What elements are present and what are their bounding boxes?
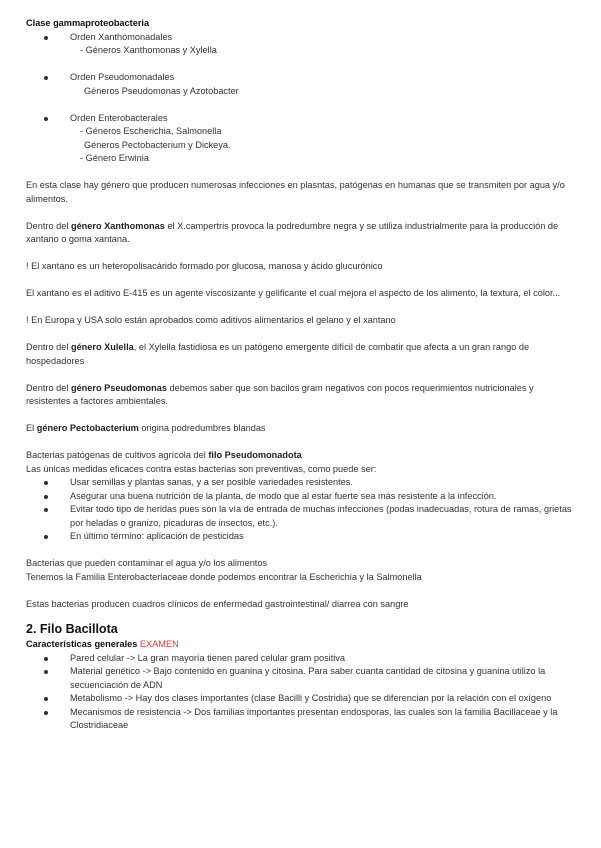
measures-list xyxy=(26,476,574,544)
orders-list xyxy=(26,112,574,126)
genus-line: - Géneros Xanthomonas y Xylella xyxy=(80,45,217,55)
genus-line: Géneros Pseudomonas y Azotobacter xyxy=(84,85,239,96)
paragraph: El género Pectobacterium origina podredumbres blandas xyxy=(26,423,266,433)
order-name: Orden Xanthomonadales xyxy=(70,31,173,42)
section-title: Clase gammaproteobacteria xyxy=(26,18,150,28)
list-item: En último término: aplicación de pesticidas xyxy=(26,530,574,544)
note: ! El xantano es un heteropolisacárido formado por glucosa, manosa y ácido glucurónico xyxy=(26,261,383,271)
paragraph: Estas bacterias producen cuadros clínicos de enfermedad gastrointestinal/ diarrea con sangre xyxy=(26,598,409,609)
subheading: Características generales EXAMEN xyxy=(26,639,179,649)
order-name: Orden Enterobacterales xyxy=(70,112,168,123)
order-item xyxy=(26,71,574,85)
paragraph: Las únicas medidas eficaces contra estas bacterias son preventivas, como puede ser: xyxy=(26,463,377,474)
note: ! En Europa y USA solo están aprobados como aditivos alimentarios el gelano y el xantano xyxy=(26,315,396,325)
order-name: Orden Pseudomonadales xyxy=(70,72,175,82)
paragraph: Bacterias patógenas de cultivos agrícola del filo Pseudomonadota xyxy=(26,450,302,460)
orders-list xyxy=(26,71,574,85)
genus-line: - Género Erwinia xyxy=(80,153,149,163)
paragraph: El xantano es el aditivo E-415 es un agente viscosizante y gelificante el cual mejora el aspecto de los alimento, la textura, el color... xyxy=(26,288,561,298)
list-item: Metabolismo -> Hay dos clases importantes (clase Bacilli y Costridia) que se diferencian por la relación con el oxígeno xyxy=(26,692,574,706)
paragraph: Bacterias que pueden contaminar el agua y/o los alimentos xyxy=(26,558,268,568)
genus-line: Géneros Pectobacterium y Dickeya. xyxy=(84,139,231,150)
features-list xyxy=(26,652,574,733)
paragraph: Tenemos la Familia Enterobacteriaceae donde podemos encontrar la Escherichia y la Salmonella xyxy=(26,571,422,582)
paragraph: Dentro del género Pseudomonas debemos saber que son bacilos gram negativos con pocos requerimientos nutricionales y resistentes a factores ambientales. xyxy=(26,382,534,406)
orders-list xyxy=(26,31,574,45)
document-page xyxy=(26,17,574,733)
list-item: Material genético -> Bajo contenido en guanina y citosina. Para saber cuanta cantidad de citosina y guanina utilizo la secuenciación de ADN xyxy=(26,665,574,692)
order-item xyxy=(26,31,574,45)
paragraph: En esta clase hay género que producen numerosas infecciones en plasntas, patógenas en humanas que se transmiten por agua y/o alimentos. xyxy=(26,180,565,204)
list-item: Mecanismos de resistencia -> Dos familias importantes presentan endosporas, las cuales son la familia Bacillaceae y la Clostridiaceae xyxy=(26,706,574,733)
list-item: Asegurar una buena nutrición de la planta, de modo que al estar fuerte sea más resistente a la infección. xyxy=(26,490,574,504)
genus-line: - Géneros Escherichia, Salmonella xyxy=(80,126,222,136)
paragraph: Dentro del género Xanthomonas el X.campertris provoca la podredumbre negra y se utiliza industrialmente para la producción de xantano o goma xantana. xyxy=(26,220,559,244)
list-item: Pared celular -> La gran mayoría tienen pared celular gram positiva xyxy=(26,652,574,666)
paragraph: Dentro del género Xulella, el Xylella fastidiosa es un patógeno emergente difícil de combatir que afecta a un gran rango de hospedadores xyxy=(26,342,530,366)
list-item: Evitar todo tipo de heridas pues son la vía de entrada de muchas infecciones (podas inadecuadas, rotura de ramas, grietas por heladas o granizo, picaduras de insectos, etc.). xyxy=(26,503,574,530)
exam-tag: EXAMEN xyxy=(139,639,179,649)
list-item: Usar semillas y plantas sanas, y a ser posible variedades resistentes. xyxy=(26,476,574,490)
section-heading: 2. Filo Bacillota xyxy=(26,622,118,636)
order-item xyxy=(26,112,574,126)
